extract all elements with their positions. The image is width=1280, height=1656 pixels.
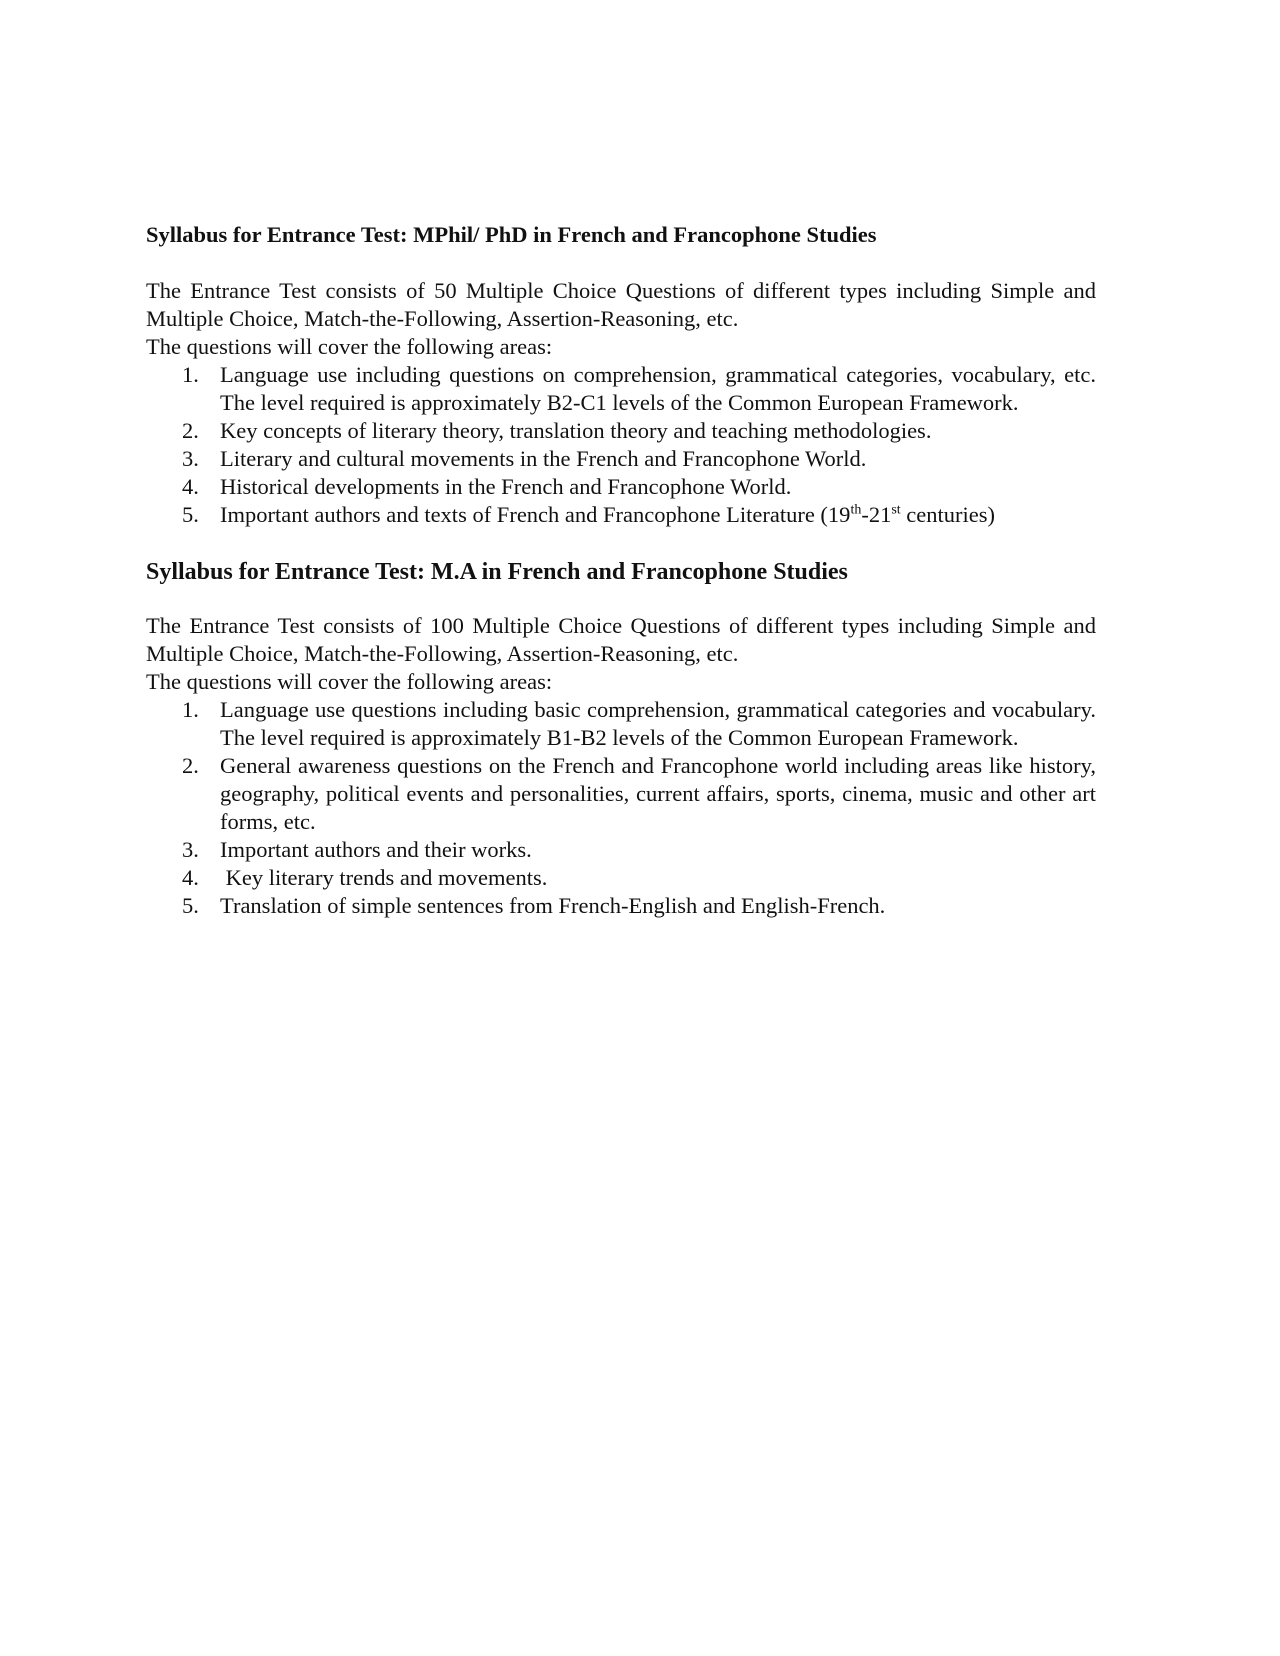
list-item-text-part: centuries) bbox=[900, 502, 996, 527]
list-item-text: Language use questions including basic comprehension, grammatical categories and vocabulary. The level required is approximately B1-B2 levels of the Common European Framework. bbox=[220, 697, 1096, 750]
list-item bbox=[146, 417, 1096, 445]
list-item-text-part: -21 bbox=[861, 502, 892, 527]
list-item-number: 3. bbox=[182, 837, 199, 862]
section-lead: The questions will cover the following areas: bbox=[146, 669, 553, 694]
ordinal-superscript: th bbox=[850, 502, 862, 518]
list-item-text: General awareness questions on the French and Francophone world including areas like history, geography, political events and personalities, current affairs, sports, cinema, music and other art forms, etc. bbox=[220, 753, 1096, 834]
list-item-number: 4. bbox=[182, 865, 199, 890]
list-item-number: 5. bbox=[182, 893, 199, 918]
ma-syllabus-section bbox=[146, 558, 1096, 920]
list-item-text: Important authors and their works. bbox=[220, 837, 532, 862]
list-item-number: 1. bbox=[182, 697, 199, 722]
document-content bbox=[146, 221, 1096, 920]
list-item bbox=[146, 361, 1096, 417]
list-item-text: Key literary trends and movements. bbox=[220, 865, 548, 890]
list-item-text: Translation of simple sentences from French-English and English-French. bbox=[220, 893, 886, 918]
list-item-text: Literary and cultural movements in the French and Francophone World. bbox=[220, 446, 867, 471]
topics-list bbox=[146, 696, 1096, 920]
list-item-number: 2. bbox=[182, 753, 199, 778]
ordinal-superscript: st bbox=[891, 502, 901, 518]
mphil-phd-syllabus-section bbox=[146, 221, 1096, 529]
list-item bbox=[146, 445, 1096, 473]
list-item-number: 3. bbox=[182, 446, 199, 471]
list-item-number: 1. bbox=[182, 362, 199, 387]
list-item-text bbox=[220, 502, 995, 527]
section-intro: The Entrance Test consists of 100 Multiple Choice Questions of different types including Simple and Multiple Choice, Match-the-Following, Assertion-Reasoning, etc. bbox=[146, 613, 1096, 666]
list-item-number: 4. bbox=[182, 474, 199, 499]
list-item bbox=[146, 696, 1096, 752]
list-item-text-part: Important authors and texts of French and Francophone Literature (19 bbox=[220, 502, 851, 527]
section-intro: The Entrance Test consists of 50 Multiple Choice Questions of different types including Simple and Multiple Choice, Match-the-Following, Assertion-Reasoning, etc. bbox=[146, 278, 1096, 331]
section-lead: The questions will cover the following areas: bbox=[146, 334, 553, 359]
list-item-text: Key concepts of literary theory, translation theory and teaching methodologies. bbox=[220, 418, 932, 443]
list-item bbox=[146, 473, 1096, 501]
list-item-number: 2. bbox=[182, 418, 199, 443]
list-item-text: Historical developments in the French and Francophone World. bbox=[220, 474, 792, 499]
list-item bbox=[146, 864, 1096, 892]
list-item bbox=[146, 501, 1096, 529]
list-item-text: Language use including questions on comprehension, grammatical categories, vocabulary, etc. The level required is approximately B2-C1 levels of the Common European Framework. bbox=[220, 362, 1096, 415]
section-title: Syllabus for Entrance Test: M.A in French and Francophone Studies bbox=[146, 559, 848, 585]
topics-list bbox=[146, 361, 1096, 529]
section-title: Syllabus for Entrance Test: MPhil/ PhD in French and Francophone Studies bbox=[146, 222, 877, 247]
list-item bbox=[146, 892, 1096, 920]
list-item-number: 5. bbox=[182, 502, 199, 527]
list-item bbox=[146, 752, 1096, 836]
list-item bbox=[146, 836, 1096, 864]
